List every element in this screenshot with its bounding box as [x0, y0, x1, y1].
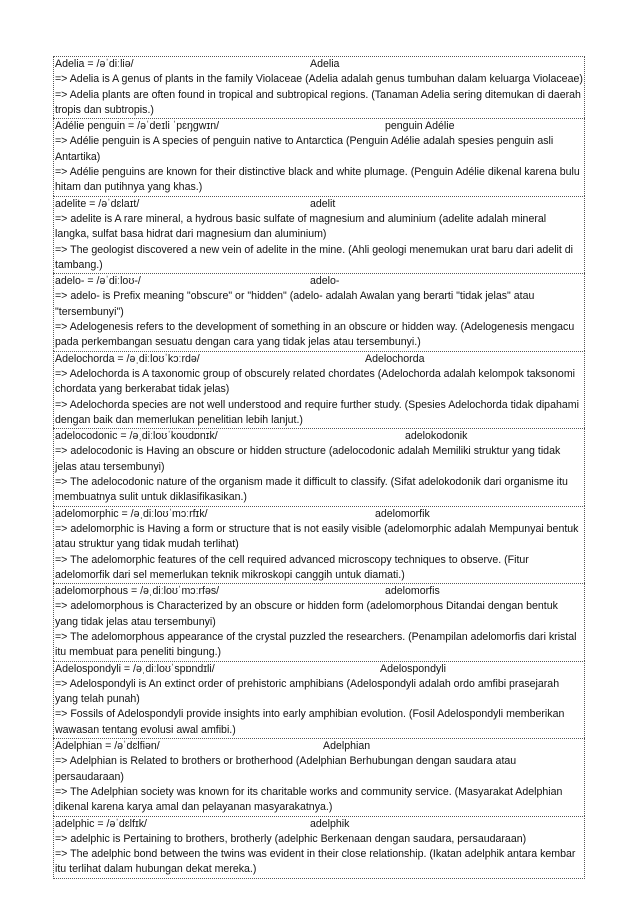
headword: adelphic = /əˈdɛlfɪk/	[55, 817, 147, 830]
dictionary-entry	[53, 118, 585, 195]
definition-line: => Fossils of Adelospondyli provide insights into early amphibian evolution. (Fosil Adelospondyli memberikan wawasan tentang evolusi awal amfibi.)	[55, 708, 565, 736]
dictionary-entry	[53, 273, 585, 350]
dictionary-entry	[53, 661, 585, 738]
definition-line: => adelocodonic is Having an obscure or hidden structure (adelocodonic adalah Memiliki struktur yang tidak jelas atau tersembunyi)	[55, 445, 561, 473]
definition-line: => adelo- is Prefix meaning "obscure" or "hidden" (adelo- adalah Awalan yang berarti "tidak jelas" atau "tersembunyi")	[55, 290, 535, 318]
entry-header	[55, 274, 583, 289]
translation: adelphik	[310, 817, 350, 830]
headword: Adelochorda = /əˌdiːloʊˈkɔːrdə/	[55, 352, 200, 365]
definition-line: => Adelochorda is A taxonomic group of obscurely related chordates (Adelochorda adalah kelompok taksonomi chordata yang berkerabat tidak jelas)	[55, 367, 575, 396]
headword: Adelospondyli = /əˌdiːloʊˈspɒndɪli/	[55, 662, 215, 675]
entry-header	[55, 119, 583, 134]
definition-line: => Adelogenesis refers to the development of something in an obscure or hidden way. (Adelogenesis mengacu pada perkembangan sesuatu dengan cara yang tidak jelas atau tersembunyi.)	[55, 321, 575, 349]
entry-header	[55, 739, 583, 754]
definition-line: => The geologist discovered a new vein of adelite in the mine. (Ahli geologi menemukan urat baru dari adelit di tambang.)	[55, 243, 574, 271]
definition-line: => Adelphian is Related to brothers or brotherhood (Adelphian Berhubungan dengan saudara atau persaudaraan)	[55, 755, 517, 783]
translation: adelo-	[310, 275, 340, 288]
definition-line: => The adelomorphous appearance of the crystal puzzled the researchers. (Penampilan adelomorfis dari kristal itu membuat para peneliti bingung.)	[55, 630, 577, 659]
translation: Adelphian	[323, 740, 371, 753]
dictionary-entry	[53, 583, 585, 660]
translation: adelomorfik	[375, 507, 430, 520]
headword: Adélie penguin = /əˈdeɪli ˈpɛŋɡwɪn/	[55, 120, 220, 133]
dictionary-entry	[53, 428, 585, 505]
entry-header	[55, 57, 583, 72]
translation: Adelospondyli	[380, 662, 446, 675]
definition-line: => adelomorphous is Characterized by an obscure or hidden form (adelomorphous Ditandai dengan bentuk yang tidak jelas atau tersembunyi)	[55, 600, 558, 628]
entry-header	[55, 352, 583, 367]
translation: penguin Adélie	[385, 120, 455, 133]
definition-line: => The adelocodonic nature of the organism made it difficult to classify. (Sifat adelokodonik dari organisme itu membuatnya sulit untuk diklasifikasikan.)	[55, 476, 568, 504]
entry-header	[55, 197, 583, 212]
entry-header	[55, 429, 583, 444]
dictionary-entry	[53, 738, 585, 815]
definition-line: => adelite is A rare mineral, a hydrous basic sulfate of magnesium and aluminium (adelite adalah mineral langka, sulfat basa hidrat dari magnesium dan aluminium)	[55, 212, 547, 241]
entry-header	[55, 584, 583, 599]
definition-line: => The adelphic bond between the twins was evident in their close relationship. (Ikatan adelphik antara kembar itu terlihat dalam hubungan dekat mereka.)	[55, 848, 576, 876]
entry-header	[55, 662, 583, 677]
translation: Adelochorda	[365, 352, 425, 365]
dictionary-entry	[53, 196, 585, 273]
definition-line: => The adelomorphic features of the cell required advanced microscopy techniques to observe. (Fitur adelomorfik dari sel memerlukan teknik mikroskopi canggih untuk diamati.)	[55, 553, 529, 581]
headword: Adelphian = /əˈdɛlfiən/	[55, 740, 160, 753]
translation: Adelia	[310, 58, 340, 70]
dictionary-entry	[53, 351, 585, 428]
definition-line: => Adelochorda species are not well understood and require further study. (Spesies Adelochorda tidak dipahami dengan baik dan memerlukan penelitian lebih lanjut.)	[55, 398, 579, 426]
definition-line: => Adélie penguins are known for their distinctive black and white plumage. (Penguin Adélie dikenal karena bulu hitam dan putihnya yang khas.)	[55, 166, 580, 194]
entry-header	[55, 817, 583, 832]
dictionary-page	[53, 56, 585, 879]
definition-line: => adelomorphic is Having a form or structure that is not easily visible (adelomorphic adalah Mempunyai bentuk atau struktur yang tidak mudah terlihat)	[55, 522, 579, 551]
definition-line: => The Adelphian society was known for its charitable works and community service. (Masyarakat Adelphian dikenal karena karya amal dan pelayanan masyarakatnya.)	[55, 785, 563, 814]
entry-header	[55, 507, 583, 522]
headword: Adelia = /əˈdiːliə/	[55, 58, 134, 70]
dictionary-entry	[53, 56, 585, 118]
translation: adelomorfis	[385, 585, 440, 598]
headword: adelomorphic = /əˌdiːloʊˈmɔːrfɪk/	[55, 507, 208, 520]
translation: adelit	[310, 197, 336, 210]
translation: adelokodonik	[405, 430, 468, 443]
definition-line: => Adelospondyli is An extinct order of prehistoric amphibians (Adelospondyli adalah ordo amfibi prasejarah yang telah punah)	[55, 677, 560, 706]
headword: adelomorphous = /əˌdiːloʊˈmɔːrfəs/	[55, 585, 220, 598]
dictionary-entry	[53, 506, 585, 583]
headword: adelite = /əˈdɛlaɪt/	[55, 197, 140, 210]
headword: adelocodonic = /əˌdiːloʊˈkoʊdɒnɪk/	[55, 430, 218, 443]
dictionary-entry	[53, 816, 585, 879]
definition-line: => Adelia plants are often found in tropical and subtropical regions. (Tanaman Adelia sering ditemukan di daerah tropis dan subtropis.)	[55, 88, 581, 116]
definition-line: => Adelia is A genus of plants in the family Violaceae (Adelia adalah genus tumbuhan dalam keluarga Violaceae)	[55, 73, 583, 86]
definition-line: => Adélie penguin is A species of penguin native to Antarctica (Penguin Adélie adalah spesies penguin asli Antartika)	[55, 135, 554, 163]
headword: adelo- = /əˈdiːloʊ-/	[55, 275, 141, 288]
definition-line: => adelphic is Pertaining to brothers, brotherly (adelphic Berkenaan dengan saudara, persaudaraan)	[55, 832, 527, 845]
